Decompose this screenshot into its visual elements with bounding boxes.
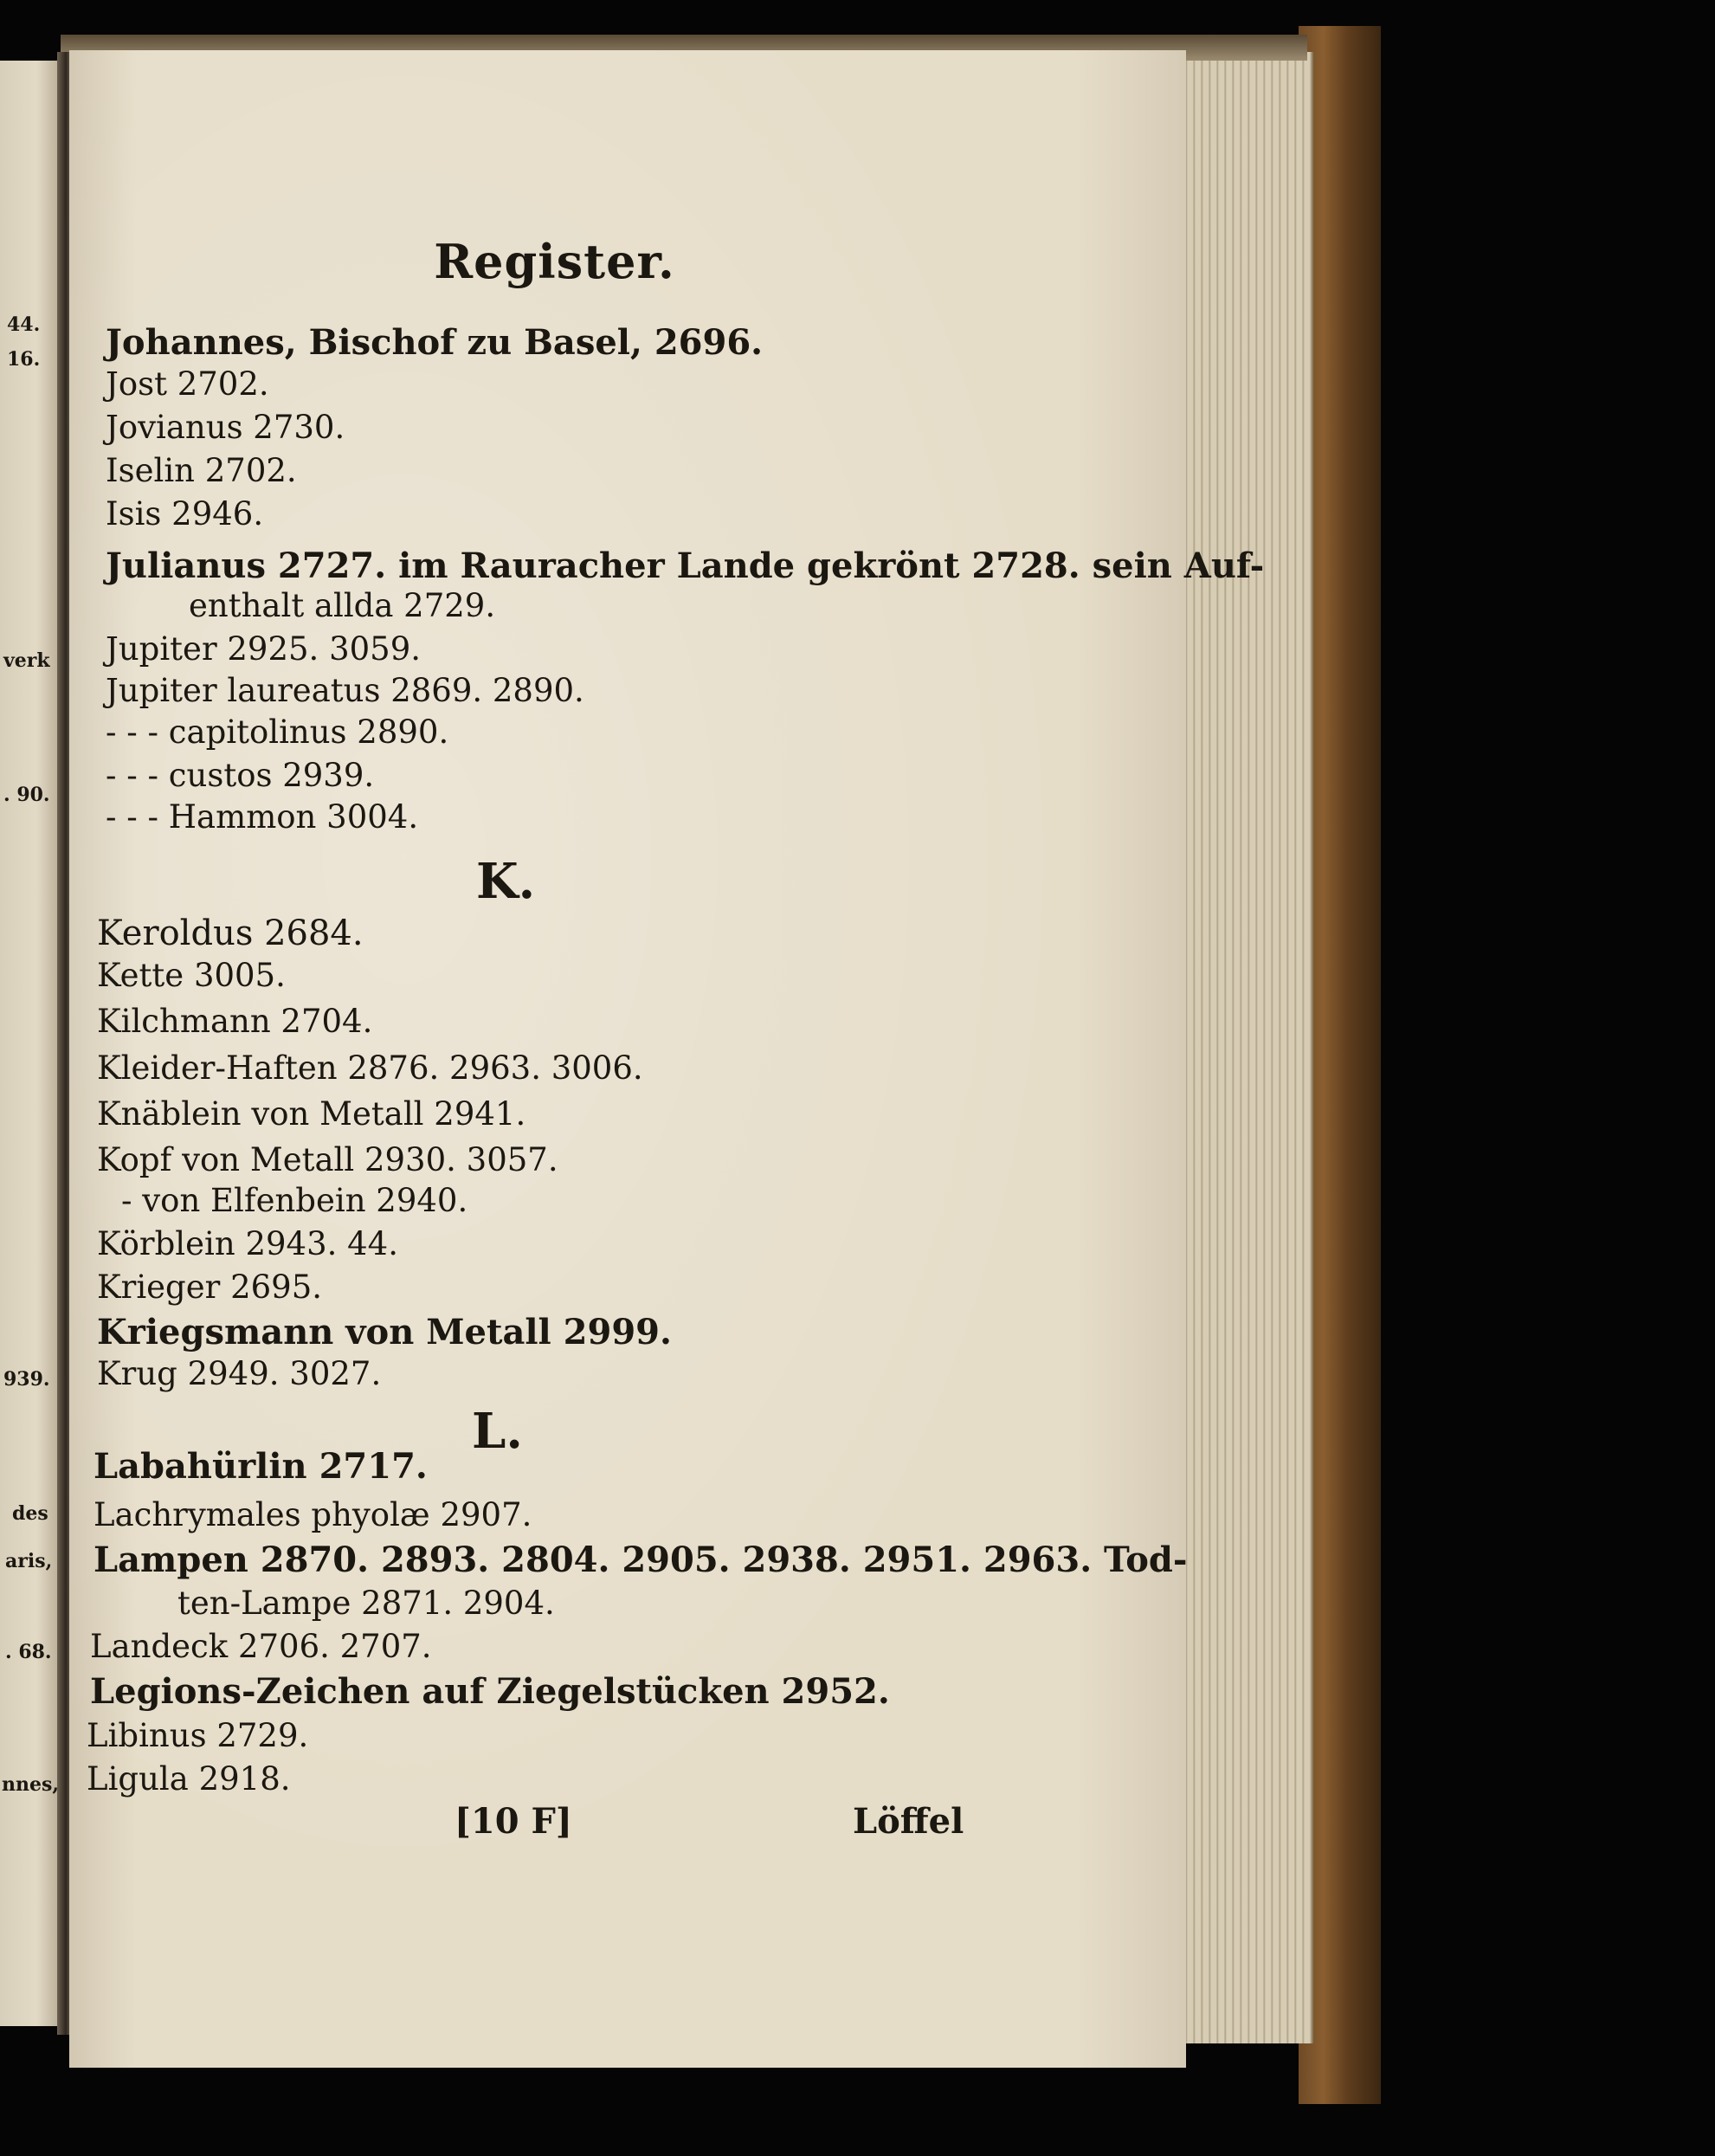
register-entry: Lampen 2870. 2893. 2804. 2905. 2938. 2951. 2963. Tod- <box>93 1540 1188 1580</box>
register-entry: - - - capitolinus 2890. <box>106 713 449 751</box>
page-heading: Register. <box>434 234 675 289</box>
register-entry-continuation: ten-Lampe 2871. 2904. <box>177 1585 555 1622</box>
register-entry: Johannes, Bischof zu Basel, 2696. <box>106 322 764 363</box>
register-entry: Kriegsmann von Metall 2999. <box>97 1312 672 1352</box>
register-entry: Ligula 2918. <box>87 1760 291 1798</box>
register-entry: Jupiter laureatus 2869. 2890. <box>106 672 584 709</box>
register-entry: Krieger 2695. <box>97 1268 323 1306</box>
section-letter-l: L. <box>472 1403 523 1460</box>
register-entry: Kilchmann 2704. <box>97 1003 373 1040</box>
catchword: Löffel <box>853 1801 964 1842</box>
signature-mark: [10 F] <box>455 1801 572 1842</box>
register-entry: Jupiter 2925. 3059. <box>106 630 422 668</box>
register-entry: Isis 2946. <box>106 495 264 533</box>
left-margin-text: nnes, <box>2 1773 60 1796</box>
page-edges <box>1164 52 1313 2043</box>
register-entry: - von Elfenbein 2940. <box>121 1182 468 1219</box>
left-margin-text: . 90. <box>3 784 50 806</box>
left-margin-text: 44. <box>7 313 41 336</box>
register-entry: Körblein 2943. 44. <box>97 1225 398 1262</box>
register-entry: - - - Hammon 3004. <box>106 798 419 836</box>
left-margin-text: . 68. <box>5 1641 52 1663</box>
left-margin-text: 939. <box>3 1368 50 1391</box>
left-margin-text: verk <box>3 649 50 672</box>
register-entry: Landeck 2706. 2707. <box>90 1628 432 1665</box>
register-entry: Kleider-Haften 2876. 2963. 3006. <box>97 1049 643 1087</box>
register-entry: - - - custos 2939. <box>106 757 375 794</box>
register-entry: Kopf von Metall 2930. 3057. <box>97 1141 558 1178</box>
register-entry: Lachrymales phyolæ 2907. <box>93 1496 532 1533</box>
register-entry: Keroldus 2684. <box>97 913 364 953</box>
register-entry: Jost 2702. <box>106 365 269 403</box>
section-letter-k: K. <box>476 853 536 910</box>
register-entry: Julianus 2727. im Rauracher Lande gekrönt 2728. sein Auf- <box>106 545 1265 586</box>
register-entry: Krug 2949. 3027. <box>97 1355 382 1392</box>
left-margin-text: 16. <box>7 348 41 371</box>
left-margin-text: aris, <box>5 1550 53 1572</box>
register-entry: Iselin 2702. <box>106 452 297 489</box>
left-margin-text: des <box>12 1502 48 1525</box>
register-entry: Legions-Zeichen auf Ziegelstücken 2952. <box>90 1671 890 1712</box>
register-entry: Libinus 2729. <box>87 1717 309 1754</box>
register-entry: Knäblein von Metall 2941. <box>97 1095 526 1133</box>
register-entry-continuation: enthalt allda 2729. <box>189 587 496 624</box>
register-entry: Labahürlin 2717. <box>93 1446 428 1487</box>
register-entry: Kette 3005. <box>97 957 286 994</box>
register-entry: Jovianus 2730. <box>106 409 345 446</box>
